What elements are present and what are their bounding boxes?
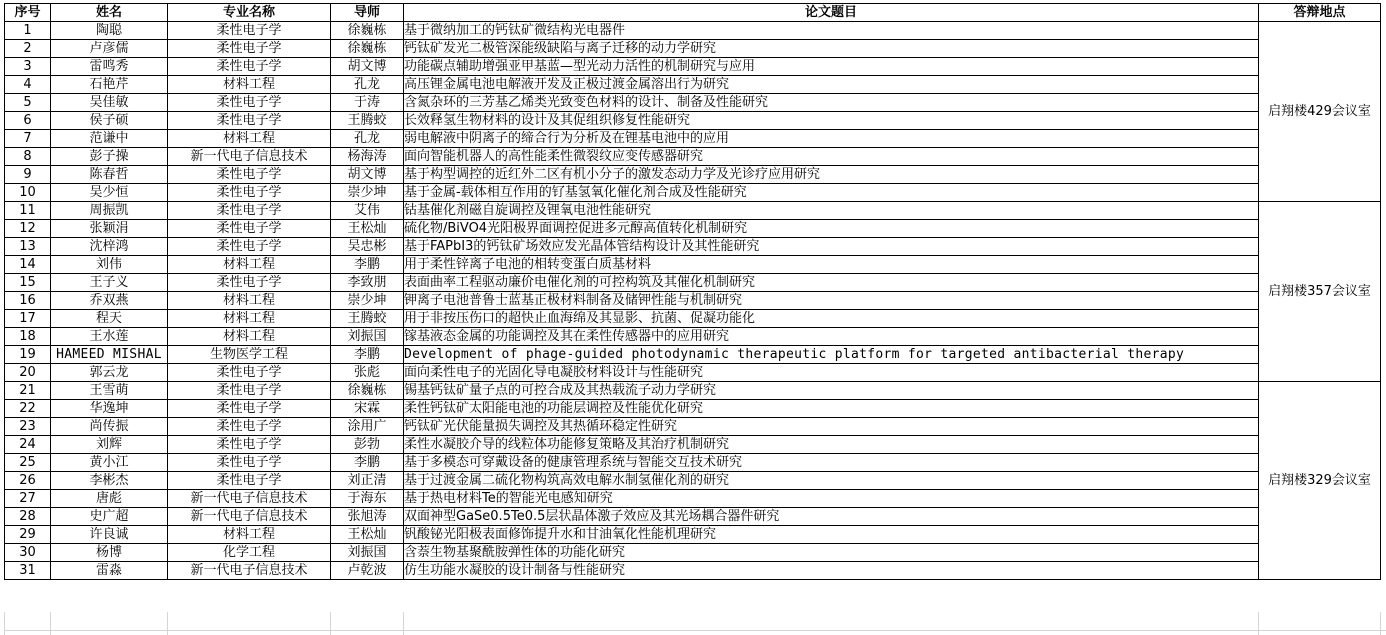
row-major-cell[interactable]: 柔性电子学 — [168, 364, 331, 382]
venue-cell[interactable]: 启翔楼357会议室 — [1259, 202, 1381, 382]
row-major-cell[interactable]: 柔性电子学 — [168, 274, 331, 292]
row-major-cell[interactable]: 材料工程 — [168, 526, 331, 544]
header-venue[interactable]: 答辩地点 — [1259, 4, 1381, 22]
row-title-cell[interactable]: 面向柔性电子的光固化导电凝胶材料设计与性能研究 — [404, 364, 1259, 382]
row-title-cell[interactable]: 含氮杂环的三芳基乙烯类光致变色材料的设计、制备及性能研究 — [404, 94, 1259, 112]
row-advisor-cell[interactable]: 崇少坤 — [331, 184, 404, 202]
row-no-cell[interactable]: 13 — [5, 238, 51, 256]
row-no-cell[interactable]: 29 — [5, 526, 51, 544]
row-advisor-cell[interactable]: 王腾蛟 — [331, 112, 404, 130]
row-name-cell[interactable]: 王雪萌 — [51, 382, 168, 400]
row-title-cell[interactable]: 钾离子电池普鲁士蓝基正极材料制备及储钾性能与机制研究 — [404, 292, 1259, 310]
row-major-cell[interactable]: 柔性电子学 — [168, 238, 331, 256]
row-no-cell[interactable]: 26 — [5, 472, 51, 490]
table-row — [5, 526, 1381, 544]
row-no-cell[interactable]: 2 — [5, 40, 51, 58]
table-row — [5, 454, 1381, 472]
row-name-cell[interactable]: 华逸坤 — [51, 400, 168, 418]
row-major-cell[interactable]: 生物医学工程 — [168, 346, 331, 364]
row-name-cell[interactable]: 张颖涓 — [51, 220, 168, 238]
row-major-cell[interactable]: 材料工程 — [168, 76, 331, 94]
row-advisor-cell[interactable]: 刘振国 — [331, 328, 404, 346]
row-name-cell[interactable]: 刘辉 — [51, 436, 168, 454]
row-no-cell[interactable]: 22 — [5, 400, 51, 418]
row-name-cell[interactable]: 陈春哲 — [51, 166, 168, 184]
row-no-cell[interactable]: 15 — [5, 274, 51, 292]
row-title-cell[interactable]: 钴基催化剂磁自旋调控及锂氧电池性能研究 — [404, 202, 1259, 220]
row-advisor-cell[interactable]: 孔龙 — [331, 76, 404, 94]
row-name-cell[interactable]: 卢彦儒 — [51, 40, 168, 58]
table-row — [5, 328, 1381, 346]
row-no-cell[interactable]: 3 — [5, 58, 51, 76]
row-name-cell[interactable]: 彭子操 — [51, 148, 168, 166]
row-no-cell[interactable]: 12 — [5, 220, 51, 238]
table-row — [5, 274, 1381, 292]
row-advisor-cell[interactable]: 徐巍栋 — [331, 22, 404, 40]
row-major-cell[interactable]: 材料工程 — [168, 292, 331, 310]
row-title-cell[interactable]: 硫化物/BiVO4光阳极界面调控促进多元醇高值转化机制研究 — [404, 220, 1259, 238]
venue-cell[interactable]: 启翔楼429会议室 — [1259, 22, 1381, 202]
table-row — [5, 256, 1381, 274]
row-advisor-cell[interactable]: 王松灿 — [331, 526, 404, 544]
header-advisor[interactable]: 导师 — [331, 4, 404, 22]
table-row — [5, 382, 1381, 400]
row-major-cell[interactable]: 柔性电子学 — [168, 22, 331, 40]
row-advisor-cell[interactable]: 李致朋 — [331, 274, 404, 292]
row-name-cell[interactable]: 尚传振 — [51, 418, 168, 436]
row-major-cell[interactable]: 化学工程 — [168, 544, 331, 562]
row-advisor-cell[interactable]: 宋霖 — [331, 400, 404, 418]
header-no[interactable]: 序号 — [5, 4, 51, 22]
row-major-cell[interactable]: 柔性电子学 — [168, 454, 331, 472]
row-advisor-cell[interactable]: 彭勃 — [331, 436, 404, 454]
row-name-cell[interactable]: 石艳芹 — [51, 76, 168, 94]
row-major-cell[interactable]: 新一代电子信息技术 — [168, 562, 331, 580]
row-name-cell[interactable]: 陶聪 — [51, 22, 168, 40]
table-row — [5, 202, 1381, 220]
row-title-cell[interactable]: 基于微纳加工的钙钛矿微结构光电器件 — [404, 22, 1259, 40]
row-no-cell[interactable]: 19 — [5, 346, 51, 364]
table-row — [5, 418, 1381, 436]
row-name-cell[interactable]: 王水莲 — [51, 328, 168, 346]
row-no-cell[interactable]: 20 — [5, 364, 51, 382]
row-major-cell[interactable]: 柔性电子学 — [168, 166, 331, 184]
table-row — [5, 238, 1381, 256]
row-name-cell[interactable]: 周振凯 — [51, 202, 168, 220]
row-title-cell[interactable]: 柔性水凝胶介导的线粒体功能修复策略及其治疗机制研究 — [404, 436, 1259, 454]
table-row — [5, 490, 1381, 508]
row-advisor-cell[interactable]: 刘正清 — [331, 472, 404, 490]
table-row — [5, 58, 1381, 76]
row-name-cell[interactable]: 吴少恒 — [51, 184, 168, 202]
row-no-cell[interactable]: 30 — [5, 544, 51, 562]
row-name-cell[interactable]: 侯子硕 — [51, 112, 168, 130]
row-name-cell[interactable]: 刘伟 — [51, 256, 168, 274]
row-advisor-cell[interactable]: 李鹏 — [331, 256, 404, 274]
row-no-cell[interactable]: 7 — [5, 130, 51, 148]
row-title-cell[interactable]: 功能碳点辅助增强亚甲基蓝—型光动力活性的机制研究与应用 — [404, 58, 1259, 76]
row-advisor-cell[interactable]: 徐巍栋 — [331, 382, 404, 400]
row-major-cell[interactable]: 柔性电子学 — [168, 184, 331, 202]
row-name-cell[interactable]: 史广超 — [51, 508, 168, 526]
row-advisor-cell[interactable]: 王松灿 — [331, 220, 404, 238]
row-major-cell[interactable]: 柔性电子学 — [168, 418, 331, 436]
row-advisor-cell[interactable]: 杨海涛 — [331, 148, 404, 166]
row-major-cell[interactable]: 新一代电子信息技术 — [168, 490, 331, 508]
table-body — [5, 22, 1381, 580]
row-no-cell[interactable]: 16 — [5, 292, 51, 310]
row-name-cell[interactable]: HAMEED MISHAL — [51, 346, 168, 364]
row-no-cell[interactable]: 6 — [5, 112, 51, 130]
row-name-cell[interactable]: 雷淼 — [51, 562, 168, 580]
table-row — [5, 346, 1381, 364]
table-row — [5, 148, 1381, 166]
table-row — [5, 166, 1381, 184]
row-no-cell[interactable]: 21 — [5, 382, 51, 400]
row-advisor-cell[interactable]: 刘振国 — [331, 544, 404, 562]
row-no-cell[interactable]: 24 — [5, 436, 51, 454]
row-title-cell[interactable]: 基于过渡金属二硫化物构筑高效电解水制氢催化剂的研究 — [404, 472, 1259, 490]
row-title-cell[interactable]: 基于构型调控的近红外二区有机小分子的激发态动力学及光诊疗应用研究 — [404, 166, 1259, 184]
row-name-cell[interactable]: 郭云龙 — [51, 364, 168, 382]
row-name-cell[interactable]: 李彬杰 — [51, 472, 168, 490]
row-advisor-cell[interactable]: 胡文博 — [331, 58, 404, 76]
row-major-cell[interactable]: 柔性电子学 — [168, 112, 331, 130]
row-title-cell[interactable]: 长效释氢生物材料的设计及其促组织修复性能研究 — [404, 112, 1259, 130]
row-title-cell[interactable]: 含萘生物基聚酰胺弹性体的功能化研究 — [404, 544, 1259, 562]
row-advisor-cell[interactable]: 孔龙 — [331, 130, 404, 148]
row-major-cell[interactable]: 新一代电子信息技术 — [168, 148, 331, 166]
row-title-cell[interactable]: 柔性钙钛矿太阳能电池的功能层调控及性能优化研究 — [404, 400, 1259, 418]
table-row — [5, 292, 1381, 310]
row-no-cell[interactable]: 25 — [5, 454, 51, 472]
empty-grid-area — [4, 612, 1386, 635]
row-major-cell[interactable]: 柔性电子学 — [168, 202, 331, 220]
row-name-cell[interactable]: 沈梓鸿 — [51, 238, 168, 256]
row-major-cell[interactable]: 新一代电子信息技术 — [168, 508, 331, 526]
header-name[interactable]: 姓名 — [51, 4, 168, 22]
table-row — [5, 310, 1381, 328]
row-major-cell[interactable]: 材料工程 — [168, 328, 331, 346]
row-major-cell[interactable]: 柔性电子学 — [168, 472, 331, 490]
row-title-cell[interactable]: 镓基液态金属的功能调控及其在柔性传感器中的应用研究 — [404, 328, 1259, 346]
row-name-cell[interactable]: 雷鸣秀 — [51, 58, 168, 76]
row-major-cell[interactable]: 柔性电子学 — [168, 94, 331, 112]
row-title-cell[interactable]: 用于柔性锌离子电池的相转变蛋白质基材料 — [404, 256, 1259, 274]
row-title-cell[interactable]: 基于热电材料Te的智能光电感知研究 — [404, 490, 1259, 508]
row-title-cell[interactable]: 高压锂金属电池电解液开发及正极过渡金属溶出行为研究 — [404, 76, 1259, 94]
table-row — [5, 94, 1381, 112]
row-major-cell[interactable]: 材料工程 — [168, 310, 331, 328]
row-title-cell[interactable]: 钙钛矿光伏能量损失调控及其热循环稳定性研究 — [404, 418, 1259, 436]
row-name-cell[interactable]: 王子义 — [51, 274, 168, 292]
row-major-cell[interactable]: 柔性电子学 — [168, 400, 331, 418]
row-name-cell[interactable]: 许良诚 — [51, 526, 168, 544]
row-name-cell[interactable]: 范谦中 — [51, 130, 168, 148]
table-row — [5, 364, 1381, 382]
row-name-cell[interactable]: 唐彪 — [51, 490, 168, 508]
row-title-cell[interactable]: 基于FAPbI3的钙钛矿场效应发光晶体管结构设计及其性能研究 — [404, 238, 1259, 256]
venue-cell[interactable]: 启翔楼329会议室 — [1259, 382, 1381, 580]
defense-schedule-table — [4, 3, 1381, 580]
table-row — [5, 400, 1381, 418]
row-advisor-cell[interactable]: 崇少坤 — [331, 292, 404, 310]
row-advisor-cell[interactable]: 涂用广 — [331, 418, 404, 436]
row-name-cell[interactable]: 吴佳敏 — [51, 94, 168, 112]
table-row — [5, 130, 1381, 148]
row-advisor-cell[interactable]: 于海东 — [331, 490, 404, 508]
table-row — [5, 436, 1381, 454]
row-no-cell[interactable]: 27 — [5, 490, 51, 508]
row-major-cell[interactable]: 材料工程 — [168, 130, 331, 148]
row-no-cell[interactable]: 28 — [5, 508, 51, 526]
row-title-cell[interactable]: 面向智能机器人的高性能柔性微裂纹应变传感器研究 — [404, 148, 1259, 166]
table-row — [5, 76, 1381, 94]
row-no-cell[interactable]: 4 — [5, 76, 51, 94]
row-title-cell[interactable]: Development of phage-guided photodynamic therapeutic platform for targeted antibacterial therapy — [404, 346, 1259, 364]
row-title-cell[interactable]: 钙钛矿发光二极管深能级缺陷与离子迁移的动力学研究 — [404, 40, 1259, 58]
row-advisor-cell[interactable]: 吴忠彬 — [331, 238, 404, 256]
row-advisor-cell[interactable]: 张旭涛 — [331, 508, 404, 526]
table-row — [5, 22, 1381, 40]
row-title-cell[interactable]: 弱电解液中阴离子的缔合行为分析及在锂基电池中的应用 — [404, 130, 1259, 148]
row-major-cell[interactable]: 材料工程 — [168, 256, 331, 274]
row-advisor-cell[interactable]: 王腾蛟 — [331, 310, 404, 328]
row-advisor-cell[interactable]: 张彪 — [331, 364, 404, 382]
row-major-cell[interactable]: 柔性电子学 — [168, 220, 331, 238]
row-no-cell[interactable]: 31 — [5, 562, 51, 580]
row-advisor-cell[interactable]: 卢乾波 — [331, 562, 404, 580]
table-row — [5, 112, 1381, 130]
row-title-cell[interactable]: 基于多模态可穿戴设备的健康管理系统与智能交互技术研究 — [404, 454, 1259, 472]
row-major-cell[interactable]: 柔性电子学 — [168, 58, 331, 76]
row-advisor-cell[interactable]: 李鹏 — [331, 454, 404, 472]
row-no-cell[interactable]: 18 — [5, 328, 51, 346]
row-no-cell[interactable]: 17 — [5, 310, 51, 328]
row-name-cell[interactable]: 黄小江 — [51, 454, 168, 472]
row-title-cell[interactable]: 双面神型GaSe0.5Te0.5层状晶体激子效应及其光场耦合器件研究 — [404, 508, 1259, 526]
row-no-cell[interactable]: 10 — [5, 184, 51, 202]
row-no-cell[interactable]: 8 — [5, 148, 51, 166]
row-title-cell[interactable]: 锡基钙钛矿量子点的可控合成及其热载流子动力学研究 — [404, 382, 1259, 400]
row-advisor-cell[interactable]: 李鹏 — [331, 346, 404, 364]
row-no-cell[interactable]: 23 — [5, 418, 51, 436]
table-row — [5, 562, 1381, 580]
row-no-cell[interactable]: 14 — [5, 256, 51, 274]
row-title-cell[interactable]: 基于金属-载体相互作用的钌基氢氧化催化剂合成及性能研究 — [404, 184, 1259, 202]
row-advisor-cell[interactable]: 于涛 — [331, 94, 404, 112]
row-name-cell[interactable]: 乔双燕 — [51, 292, 168, 310]
row-title-cell[interactable]: 用于非按压伤口的超快止血海绵及其显影、抗菌、促凝功能化 — [404, 310, 1259, 328]
header-major[interactable]: 专业名称 — [168, 4, 331, 22]
row-no-cell[interactable]: 9 — [5, 166, 51, 184]
table-row — [5, 184, 1381, 202]
table-row — [5, 472, 1381, 490]
table-row — [5, 220, 1381, 238]
row-title-cell[interactable]: 钒酸铋光阳极表面修饰提升水和甘油氧化性能机理研究 — [404, 526, 1259, 544]
row-major-cell[interactable]: 柔性电子学 — [168, 436, 331, 454]
row-no-cell[interactable]: 1 — [5, 22, 51, 40]
table-row — [5, 508, 1381, 526]
row-no-cell[interactable]: 11 — [5, 202, 51, 220]
table-row — [5, 544, 1381, 562]
row-no-cell[interactable]: 5 — [5, 94, 51, 112]
table-row — [5, 40, 1381, 58]
row-title-cell[interactable]: 表面曲率工程驱动廉价电催化剂的可控构筑及其催化机制研究 — [404, 274, 1259, 292]
header-thesis-title[interactable]: 论文题目 — [404, 4, 1259, 22]
row-title-cell[interactable]: 仿生功能水凝胶的设计制备与性能研究 — [404, 562, 1259, 580]
row-advisor-cell[interactable]: 艾伟 — [331, 202, 404, 220]
row-advisor-cell[interactable]: 胡文博 — [331, 166, 404, 184]
row-name-cell[interactable]: 杨博 — [51, 544, 168, 562]
row-major-cell[interactable]: 柔性电子学 — [168, 382, 331, 400]
row-major-cell[interactable]: 柔性电子学 — [168, 40, 331, 58]
row-advisor-cell[interactable]: 徐巍栋 — [331, 40, 404, 58]
header-row — [5, 4, 1381, 22]
row-name-cell[interactable]: 程天 — [51, 310, 168, 328]
